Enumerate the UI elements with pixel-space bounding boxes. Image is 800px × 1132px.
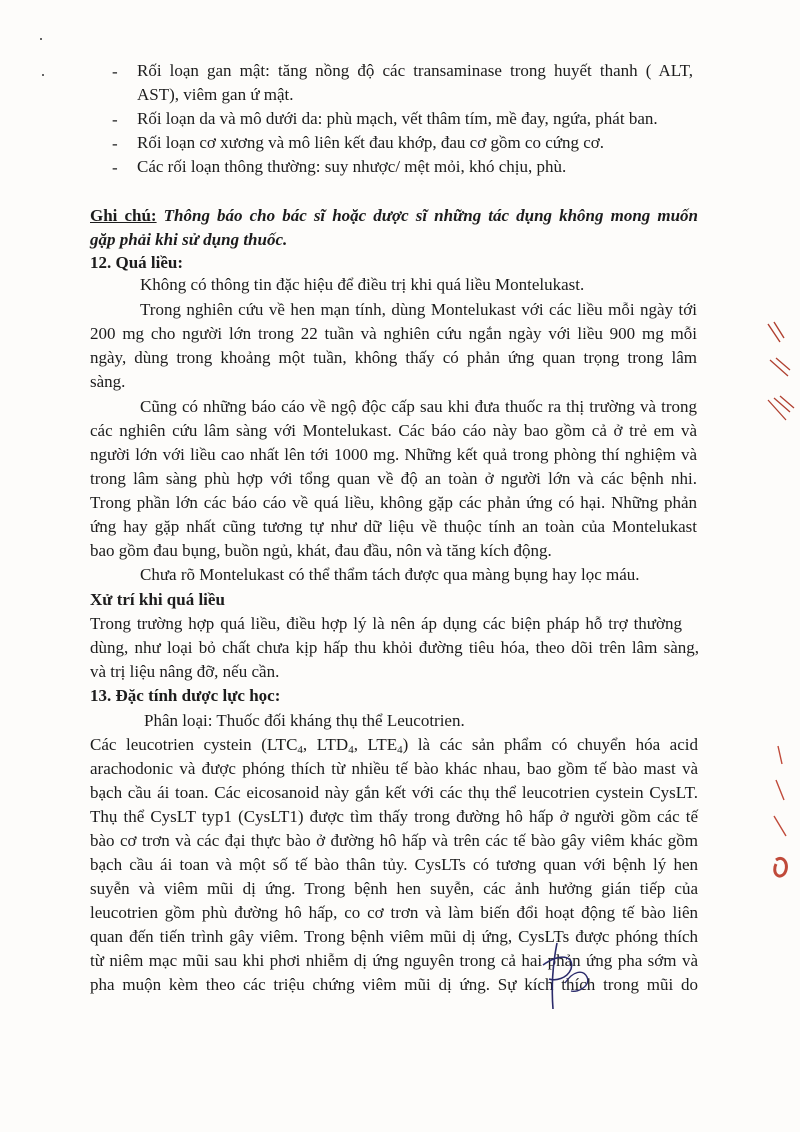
paragraph-line: pha muộn kèm theo các triệu chứng viêm mũi dị ứng. Sự kích thích trong mũi do [90, 975, 698, 994]
paragraph-line: leucotrien gồm phù đường hô hấp, co cơ trơn và làm biến đổi hoạt động tế bào liên [90, 903, 698, 922]
paragraph-line: ứng hay gặp nhất cũng tương tự như dữ liệu về thuộc tính an toàn của Montelukast [90, 517, 697, 536]
paragraph-line: bạch cầu ái toan và một số tế bào thân tủy. CysLTs có tương quan với bệnh lý hen [90, 855, 698, 874]
paragraph-line: bạch cầu ái toan. Các eicosanoid này gắn kết với các thụ thể leucotrien cystein CysLT. [90, 783, 698, 802]
text-run: , LTE [353, 735, 398, 754]
paragraph-line: quan đến tiến trình gây viêm. Trong bệnh viêm mũi dị ứng, CysLTs được phóng thích [90, 927, 698, 946]
margin-stamp-fragment [764, 740, 800, 890]
text-run: ) là các sản phẩm có chuyển hóa acid [402, 735, 698, 754]
scan-speck [40, 38, 42, 40]
subscript: 4 [397, 744, 403, 756]
list-dash: - [112, 158, 118, 177]
paragraph-line [90, 734, 698, 755]
paragraph-line: từ niêm mạc mũi sau khi phơi nhiễm dị ứng nguyên trong cả hai phản ứng pha sớm và [90, 951, 698, 970]
side-effect-item: Các rối loạn thông thường: suy nhược/ mệt mỏi, khó chịu, phù. [137, 157, 567, 176]
list-dash: - [112, 62, 118, 81]
paragraph-line: Không có thông tin đặc hiệu để điều trị khi quá liều Montelukast. [140, 275, 585, 294]
section-heading-pharmacodynamics: 13. Đặc tính dược lực học: [90, 686, 281, 705]
note-text: Thông báo cho bác sĩ hoặc dược sĩ những tác dụng không mong muốn [163, 206, 698, 225]
paragraph-line: và trị liệu nâng đỡ, nếu cần. [90, 662, 280, 681]
paragraph-line: các nghiên cứu lâm sàng với Montelukast. Các báo cáo này bao gồm cả ở trẻ em và [90, 421, 697, 440]
paragraph-line: sàng. [90, 372, 126, 391]
paragraph-line: suyễn và viêm mũi dị ứng. Trong bệnh hen suyễn, các ảnh hưởng gián tiếp của [90, 879, 698, 898]
side-effect-item: Rối loạn da và mô dưới da: phù mạch, vết thâm tím, mề đay, ngứa, phát ban. [137, 109, 658, 128]
list-dash: - [112, 134, 118, 153]
paragraph-line: Trong phần lớn các báo cáo về quá liều, không gặp các phản ứng có hại. Những phản [90, 493, 697, 512]
paragraph-line: Thụ thể CysLT typ1 (CysLT1) được tìm thấy trong đường hô hấp ở người gồm các tế [90, 807, 698, 826]
paragraph-line: ngày, dùng trong khoảng một tuần, không thấy có phản ứng quan trọng trong lâm [90, 348, 697, 367]
text-run: , LTD [302, 735, 349, 754]
section-heading-management: Xử trí khi quá liều [90, 590, 225, 609]
paragraph-line: bào cơ trơn và các đại thực bào ở đường hô hấp và trên các tế bào gây viêm khác gồm [90, 831, 698, 850]
note-label: Ghi chú: [90, 206, 157, 225]
text-run: Các leucotrien cystein (LTC [90, 735, 298, 754]
classification-line: Phân loại: Thuốc đối kháng thụ thể Leucotrien. [144, 711, 465, 730]
note-line [90, 205, 698, 226]
paragraph-line: trong lâm sàng phù hợp với tổng quan về độ an toàn ở người lớn và các bệnh nhi. [90, 469, 697, 488]
note-text-continued: gặp phải khi sử dụng thuốc. [90, 230, 288, 249]
paragraph-line: arachodonic và được phóng thích từ nhiều tế bào khác nhau, bao gồm tế bào mast và [90, 759, 698, 778]
section-heading-overdose: 12. Quá liều: [90, 253, 184, 272]
subscript: 4 [297, 744, 303, 756]
side-effect-item-continued: AST), viêm gan ứ mật. [137, 85, 294, 104]
scan-speck [42, 74, 44, 76]
paragraph-line: người lớn với liều cao nhất lên tới 1000 mg. Những kết quả trong phòng thí nghiệm và [90, 445, 697, 464]
paragraph-line: Trong nghiên cứu về hen mạn tính, dùng Montelukast với các liều mỗi ngày tới [140, 300, 697, 319]
subscript: 4 [348, 744, 354, 756]
handwritten-initials [535, 935, 605, 1015]
side-effect-item: Rối loạn gan mật: tăng nồng độ các transaminase trong huyết thanh ( ALT, [137, 61, 693, 80]
margin-stamp-fragment [760, 320, 800, 430]
paragraph-line: bao gồm đau bụng, buồn ngủ, khát, đau đầu, nôn và tăng kích động. [90, 541, 552, 560]
side-effect-item: Rối loạn cơ xương và mô liên kết đau khớp, đau cơ gồm co cứng cơ. [137, 133, 605, 152]
paragraph-line: 200 mg cho người lớn trong 22 tuần và nghiên cứu ngắn ngày với liều 900 mg mỗi [90, 324, 697, 343]
paragraph-line: dùng, như loại bỏ chất chưa kịp hấp thu khỏi đường tiêu hóa, theo dõi trên lâm sàng, [90, 638, 699, 657]
list-dash: - [112, 110, 118, 129]
paragraph-line: Trong trường hợp quá liều, điều hợp lý là nên áp dụng các biện pháp hỗ trợ thường [90, 614, 682, 633]
paragraph-line: Chưa rõ Montelukast có thể thẩm tách được qua màng bụng hay lọc máu. [140, 565, 640, 584]
paragraph-line: Cũng có những báo cáo về ngộ độc cấp sau khi đưa thuốc ra thị trường và trong [140, 397, 697, 416]
